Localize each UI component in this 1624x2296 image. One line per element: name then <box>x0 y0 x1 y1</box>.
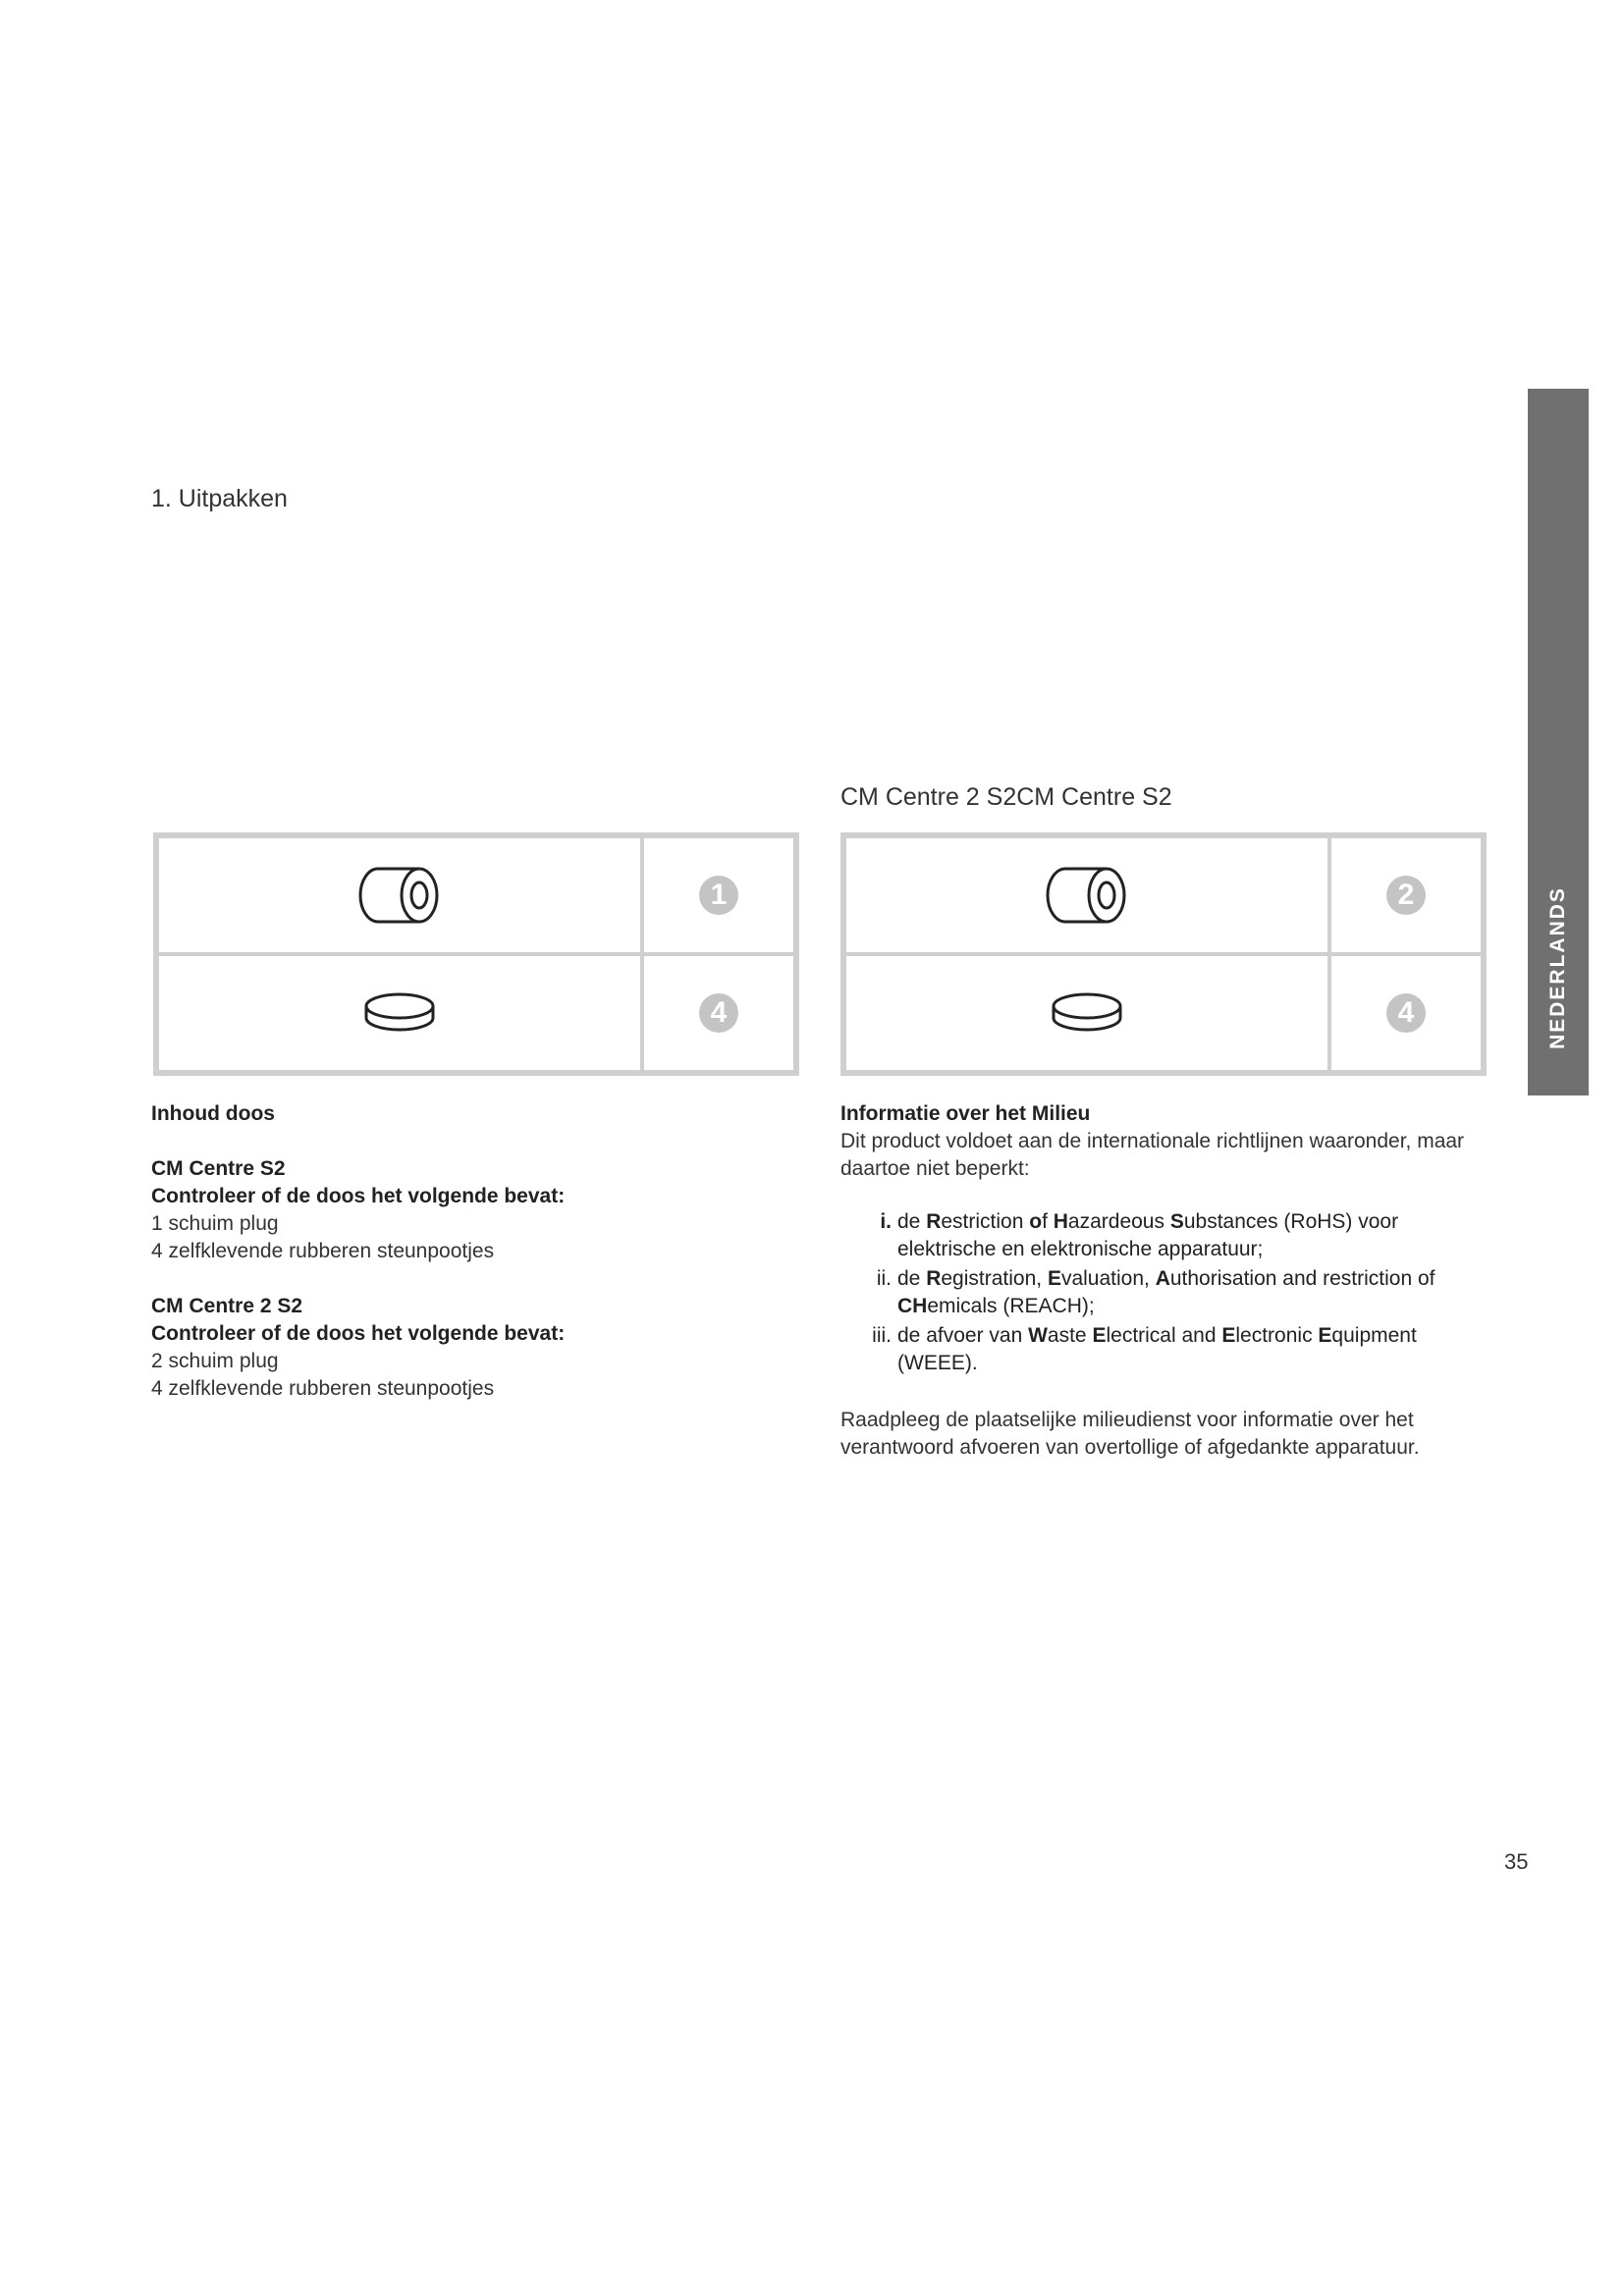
box-contents-section <box>151 1100 799 1403</box>
environment-closing: Raadpleeg de plaatselijke milieudienst voor informatie over het verantwoord afvoeren van overtollige of afgedankte apparatuur. <box>840 1409 1420 1459</box>
contents-item: 2 schuim plug <box>151 1350 279 1372</box>
directive-item: ii. de Registration, Evaluation, Authorisation and restriction of CHemicals (REACH); <box>840 1265 1489 1320</box>
quantity-cell <box>642 836 795 954</box>
model-name: CM Centre S2 <box>151 1157 286 1180</box>
foam-plug-icon <box>354 863 445 928</box>
contents-heading: Inhoud doos <box>151 1102 275 1125</box>
quantity-badge: 2 <box>1386 876 1426 915</box>
foam-plug-icon <box>1042 863 1132 928</box>
quantity-badge: 1 <box>699 876 738 915</box>
rubber-foot-icon <box>1048 990 1126 1036</box>
list-marker: iii. <box>872 1324 892 1347</box>
list-marker: ii. <box>876 1267 892 1290</box>
contents-item: 4 zelfklevende rubberen steunpootjes <box>151 1240 495 1262</box>
box-contents-table-right <box>840 832 1487 1076</box>
model-name: CM Centre 2 S2 <box>151 1295 303 1317</box>
environment-section <box>840 1100 1489 1462</box>
environment-heading: Informatie over het Milieu <box>840 1102 1091 1125</box>
foam-plug-cell <box>157 836 642 954</box>
section-title: 1. Uitpakken <box>151 485 288 512</box>
directive-item: iii. de afvoer van Waste Electrical and Electronic Equipment (WEEE). <box>840 1322 1489 1377</box>
quantity-cell <box>1329 954 1483 1072</box>
directive-list <box>840 1208 1489 1377</box>
environment-intro: Dit product voldoet aan de internationale richtlijnen waaronder, maar daartoe niet beperkt: <box>840 1130 1465 1180</box>
rubber-foot-cell <box>844 954 1329 1072</box>
quantity-badge: 4 <box>699 993 738 1033</box>
product-caption: CM Centre 2 S2CM Centre S2 <box>840 783 1172 811</box>
box-contents-table-left <box>153 832 799 1076</box>
rubber-foot-icon <box>360 990 439 1036</box>
quantity-badge: 4 <box>1386 993 1426 1033</box>
list-marker: i. <box>880 1210 892 1233</box>
contents-item: 1 schuim plug <box>151 1212 279 1235</box>
check-instruction: Controleer of de doos het volgende bevat: <box>151 1322 566 1345</box>
language-tab-label: NEDERLANDS <box>1546 886 1569 1049</box>
check-instruction: Controleer of de doos het volgende bevat: <box>151 1185 566 1207</box>
directive-item: i. de Restriction of Hazardeous Substances (RoHS) voor elektrische en elektronische apparatuur; <box>840 1208 1489 1263</box>
foam-plug-cell <box>844 836 1329 954</box>
page-number: 35 <box>1504 1849 1529 1874</box>
contents-item: 4 zelfklevende rubberen steunpootjes <box>151 1377 495 1400</box>
rubber-foot-cell <box>157 954 642 1072</box>
quantity-cell <box>1329 836 1483 954</box>
quantity-cell <box>642 954 795 1072</box>
